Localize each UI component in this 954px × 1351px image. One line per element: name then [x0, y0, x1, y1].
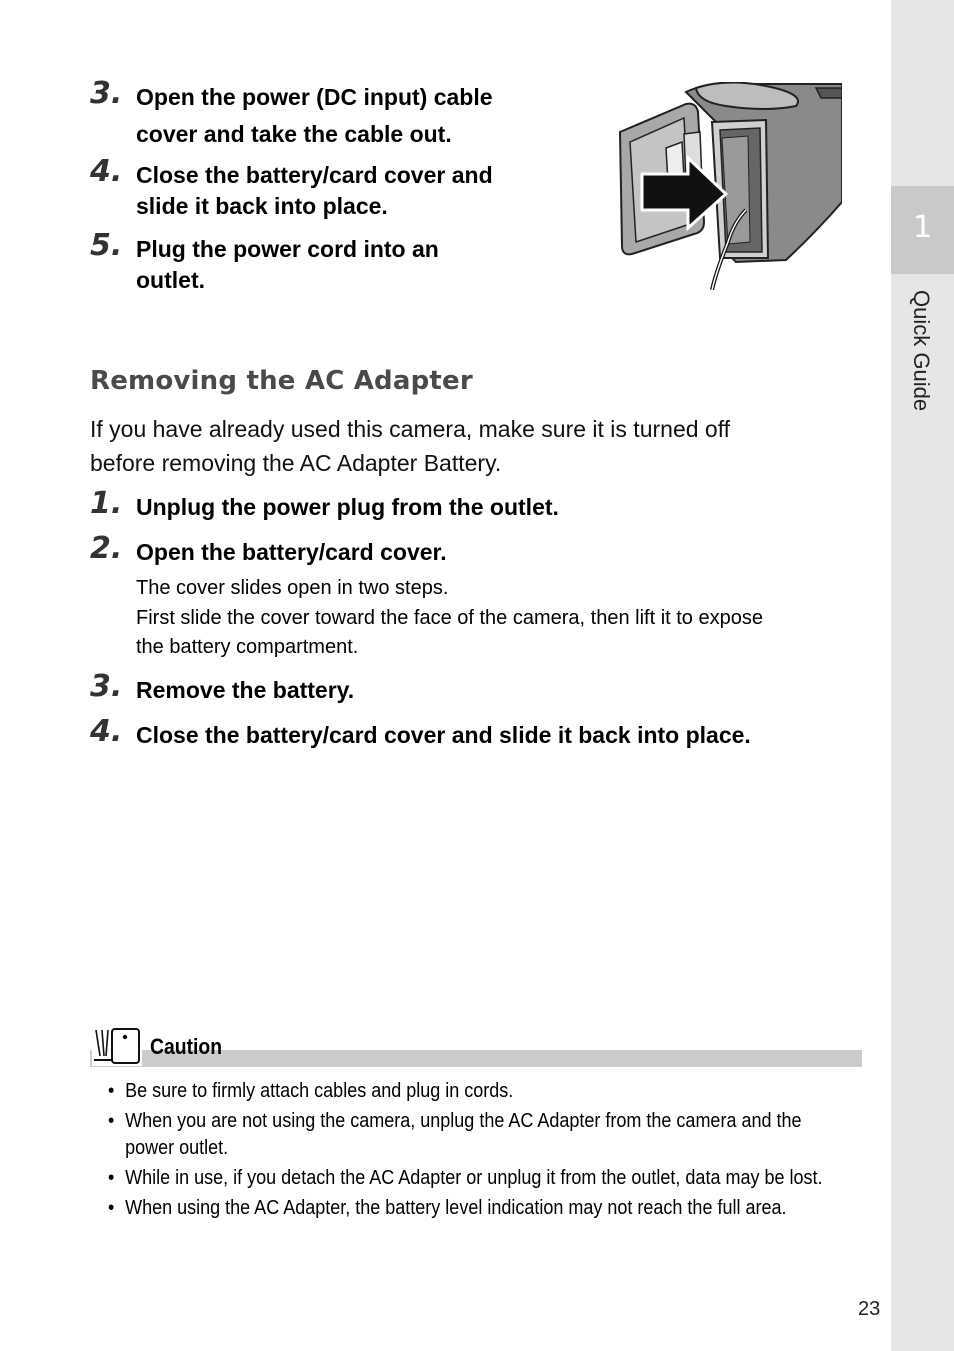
step-line: slide it back into place. [136, 193, 388, 219]
step-text: Close the battery/card cover and slide it back into place. [136, 722, 751, 748]
camera-battery-cover-illustration [616, 82, 842, 290]
step-line: Open the power (DC input) cable [136, 84, 493, 110]
caution-list [108, 1078, 868, 1225]
section-title: Removing the AC Adapter [90, 366, 473, 396]
step-number: 2. [90, 531, 123, 566]
step-line: cover and take the cable out. [136, 121, 452, 147]
step-description [136, 574, 763, 663]
step-number: 4. [90, 714, 123, 749]
step-text: Unplug the power plug from the outlet. [136, 494, 559, 520]
section-intro [90, 412, 730, 480]
step-text: Open the battery/card cover. [136, 539, 447, 565]
step-line: Plug the power cord into an [136, 236, 439, 262]
caution-memo-icon [92, 1026, 142, 1066]
step-number: 3. [90, 669, 123, 704]
step-number: 3. [90, 76, 123, 111]
caution-item: • When using the AC Adapter, the battery level indication may not reach the full area. [108, 1195, 881, 1222]
step-number: 5. [90, 228, 123, 263]
description-line: The cover slides open in two steps. [136, 577, 449, 599]
step-text: Remove the battery. [136, 677, 355, 703]
chapter-tab [891, 186, 954, 274]
page-number: 23 [858, 1298, 881, 1320]
chapter-number: 1 [912, 210, 933, 245]
caution-item: • Be sure to firmly attach cables and plug in cords. [108, 1078, 881, 1105]
step-line: outlet. [136, 267, 205, 293]
caution-item: • While in use, if you detach the AC Adapter or unplug it from the outlet, data may be lost. [108, 1165, 881, 1192]
description-line: First slide the cover toward the face of the camera, then lift it to expose [136, 606, 763, 629]
intro-line: before removing the AC Adapter Battery. [90, 450, 502, 476]
step-text [136, 234, 439, 296]
step-line: Close the battery/card cover and [136, 162, 493, 188]
intro-line: If you have already used this camera, make sure it is turned off [90, 416, 731, 442]
step-number: 1. [90, 486, 123, 521]
section-side-label: Quick Guide [909, 290, 934, 412]
step-text [136, 82, 493, 150]
step-text [136, 160, 493, 222]
caution-title: Caution [150, 1034, 223, 1059]
caution-item: • When you are not using the camera, unplug the AC Adapter from the camera and the power outlet. [108, 1108, 845, 1162]
description-line: the battery compartment. [136, 636, 359, 658]
step-number: 4. [90, 154, 123, 189]
